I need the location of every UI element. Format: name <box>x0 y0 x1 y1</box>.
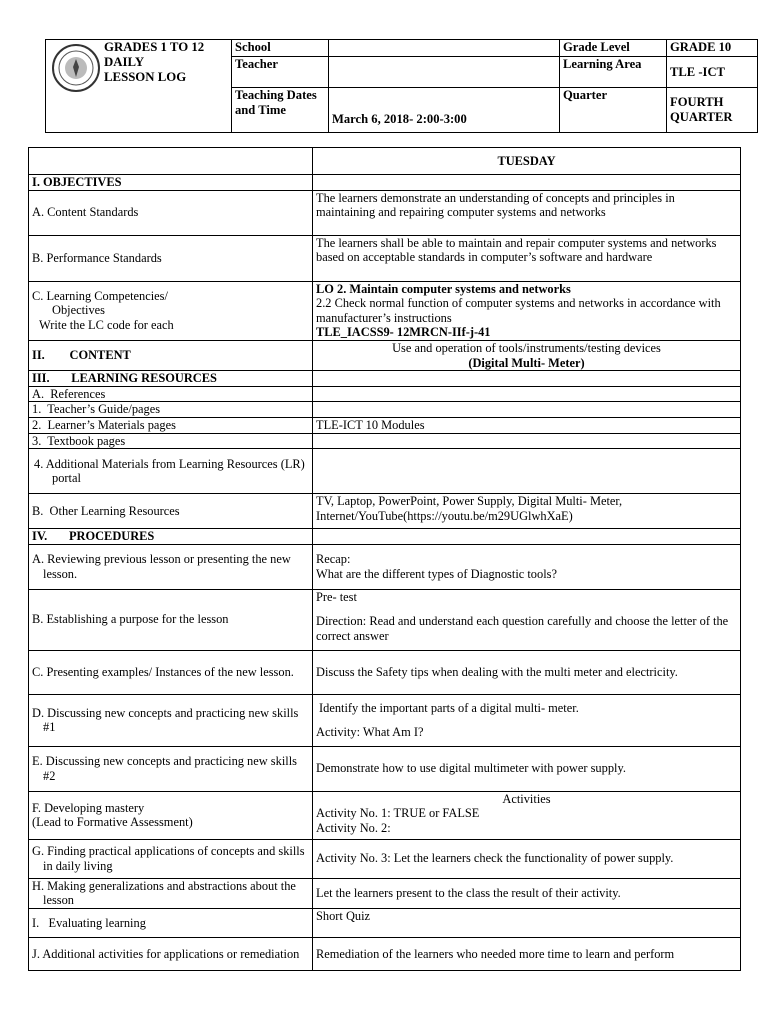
teachers-guide-label: 1. Teacher’s Guide/pages <box>29 402 313 418</box>
learning-area-value: TLE -ICT <box>667 57 758 88</box>
procedures-heading: IV. PROCEDURES <box>29 529 313 545</box>
performance-standards-label: B. Performance Standards <box>29 235 313 281</box>
references-label: A. References <box>29 386 313 402</box>
school-label: School <box>232 40 329 57</box>
textbook-label: 3. Textbook pages <box>29 433 313 449</box>
blank-cell <box>313 529 741 545</box>
performance-standards-value: The learners shall be able to maintain and repair computer systems and networks based on acceptable standards in computer’s software and hardware <box>313 235 741 281</box>
procedure-line: Activity: What Am I? <box>316 725 424 740</box>
grade-level-value: GRADE 10 <box>667 40 758 57</box>
blank-cell <box>313 175 741 191</box>
header-title-line: DAILY <box>104 55 145 69</box>
procedure-c-label: C. Presenting examples/ Instances of the new lesson. <box>29 650 313 694</box>
content-standards-label: A. Content Standards <box>29 190 313 235</box>
learners-materials-label: 2. Learner’s Materials pages <box>29 417 313 433</box>
blank-cell <box>29 148 313 175</box>
competencies-label <box>29 281 313 340</box>
procedure-h-value: Let the learners present to the class the result of their activity. <box>313 878 741 908</box>
objectives-heading: I. OBJECTIVES <box>29 175 313 191</box>
content-standards-value: The learners demonstrate an understanding of concepts and principles in maintaining and repairing computer systems and networks <box>313 190 741 235</box>
procedure-line: Pre- test <box>316 589 357 604</box>
other-resources-value: TV, Laptop, PowerPoint, Power Supply, Digital Multi- Meter, Internet/YouTube(https://youtu.be/m29UGlwhXaE) <box>313 494 741 529</box>
blank-cell <box>313 433 741 449</box>
procedure-line: Identify the important parts of a digital multi- meter. <box>319 700 579 715</box>
procedure-d-value <box>313 694 741 746</box>
procedure-a-value <box>313 544 741 589</box>
procedure-e-label: E. Discussing new concepts and practicing new skills #2 <box>29 746 313 791</box>
procedure-e-value: Demonstrate how to use digital multimeter with power supply. <box>313 746 741 791</box>
procedure-line: Recap: <box>316 552 351 567</box>
other-resources-label: B. Other Learning Resources <box>29 494 313 529</box>
header-title-line: GRADES 1 TO 12 <box>104 40 205 54</box>
additional-materials-label: 4. Additional Materials from Learning Resources (LR) portal <box>29 449 313 494</box>
procedure-j-label: J. Additional activities for applications or remediation <box>29 937 313 970</box>
resources-heading: III. LEARNING RESOURCES <box>29 371 313 387</box>
procedure-a-label: A. Reviewing previous lesson or presenting the new lesson. <box>29 544 313 589</box>
lesson-log-table <box>28 147 741 971</box>
content-line: Use and operation of tools/instruments/testing devices <box>392 340 661 355</box>
learners-materials-value: TLE-ICT 10 Modules <box>313 417 741 433</box>
content-line: (Digital Multi- Meter) <box>468 355 585 370</box>
school-value <box>329 40 560 57</box>
blank-cell <box>313 449 741 494</box>
procedure-d-label: D. Discussing new concepts and practicing new skills #1 <box>29 694 313 746</box>
blank-cell <box>313 371 741 387</box>
procedure-b-value <box>313 589 741 650</box>
procedure-line: Activity No. 1: TRUE or FALSE <box>316 806 480 821</box>
procedure-c-value: Discuss the Safety tips when dealing with the multi meter and electricity. <box>313 650 741 694</box>
day-header: TUESDAY <box>313 148 741 175</box>
teacher-label: Teacher <box>232 57 329 88</box>
competencies-label-line: C. Learning Competencies/ <box>32 288 168 303</box>
header-table <box>45 39 758 133</box>
procedure-line: Activities <box>502 791 551 806</box>
procedure-f-value <box>313 791 741 839</box>
procedure-line: What are the different types of Diagnostic tools? <box>316 566 557 581</box>
competencies-label-line: Write the LC code for each <box>39 318 174 333</box>
lo-title: LO 2. Maintain computer systems and networks <box>316 281 571 296</box>
procedure-j-value: Remediation of the learners who needed more time to learn and perform <box>313 937 741 970</box>
procedure-i-value: Short Quiz <box>313 908 741 937</box>
blank-cell <box>313 402 741 418</box>
grade-level-label: Grade Level <box>560 40 667 57</box>
teacher-value <box>329 57 560 88</box>
content-heading: II. CONTENT <box>29 340 313 370</box>
procedure-h-label: H. Making generalizations and abstractions about the lesson <box>29 878 313 908</box>
deped-seal-icon <box>51 43 101 93</box>
quarter-label: Quarter <box>560 88 667 133</box>
header-title-line: LESSON LOG <box>104 70 187 84</box>
procedure-line: F. Developing mastery <box>32 800 145 815</box>
dates-value: March 6, 2018- 2:00-3:00 <box>329 88 560 133</box>
procedure-g-label: G. Finding practical applications of concepts and skills in daily living <box>29 839 313 878</box>
competencies-value <box>313 281 741 340</box>
procedure-line: Activity No. 2: <box>316 820 391 835</box>
competencies-label-line: Objectives <box>52 303 105 318</box>
quarter-value: FOURTH QUARTER <box>667 88 758 133</box>
dates-label: Teaching Dates and Time <box>232 88 329 133</box>
procedure-g-value: Activity No. 3: Let the learners check the functionality of power supply. <box>313 839 741 878</box>
procedure-line: Direction: Read and understand each question carefully and choose the letter of the correct answer <box>316 614 729 643</box>
procedure-i-label: I. Evaluating learning <box>29 908 313 937</box>
content-value <box>313 340 741 370</box>
blank-cell <box>313 386 741 402</box>
learning-area-label: Learning Area <box>560 57 667 88</box>
lo-description: 2.2 Check normal function of computer systems and networks in accordance with manufacturer’s instructions <box>316 296 721 325</box>
header-title-cell <box>46 40 232 133</box>
procedure-b-label: B. Establishing a purpose for the lesson <box>29 589 313 650</box>
procedure-f-label <box>29 791 313 839</box>
lc-code: TLE_IACSS9- 12MRCN-IIf-j-41 <box>316 325 491 340</box>
procedure-line: (Lead to Formative Assessment) <box>32 815 193 830</box>
